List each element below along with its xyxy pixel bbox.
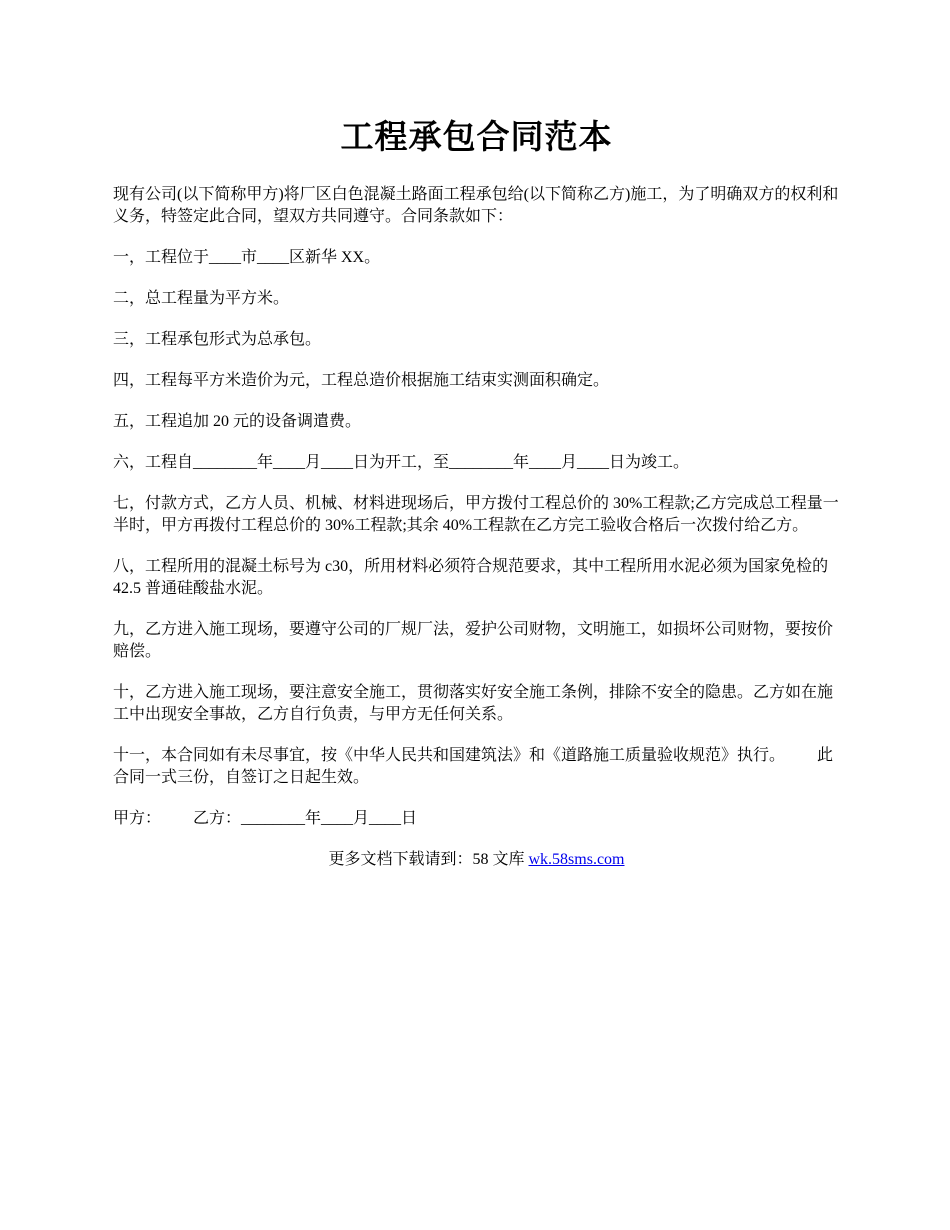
clause-1: 一，工程位于____市____区新华 XX。	[113, 249, 381, 266]
clause-4: 四，工程每平方米造价为元，工程总造价根据施工结束实测面积确定。	[113, 372, 610, 389]
footer-text: 更多文档下载请到：58 文库	[328, 851, 529, 868]
document-title: 工程承包合同范本	[340, 117, 613, 156]
signature-line: 甲方： 乙方：________年____月____日	[113, 810, 418, 827]
clause-2: 二，总工程量为平方米。	[113, 290, 290, 307]
clause-11: 十一，本合同如有未尽事宜，按《中华人民共和国建筑法》和《道路施工质量验收规范》执行。 此合同一式三份，自签订之日起生效。	[113, 747, 834, 786]
paragraph-intro: 现有公司(以下简称甲方)将厂区白色混凝土路面工程承包给(以下简称乙方)施工，为了明确双方的权利和义务，特签定此合同，望双方共同遵守。合同条款如下：	[113, 186, 839, 225]
clause-7: 七，付款方式，乙方人员、机械、材料进现场后，甲方拨付工程总价的 30%工程款;乙方完成总工程量一半时，甲方再拨付工程总价的 30%工程款;其余 40%工程款在乙方完工验收合格后一次拨付给乙方。	[113, 495, 839, 534]
clause-6: 六，工程自________年____月____日为开工，至________年____月____日为竣工。	[113, 454, 690, 471]
clause-5: 五，工程追加 20 元的设备调遣费。	[113, 413, 362, 430]
clause-10: 十，乙方进入施工现场，要注意安全施工，贯彻落实好安全施工条例，排除不安全的隐患。乙方如在施工中出现安全事故，乙方自行负责，与甲方无任何关系。	[113, 684, 834, 723]
footer-link[interactable]: wk.58sms.com	[528, 851, 625, 868]
clause-3: 三，工程承包形式为总承包。	[113, 331, 322, 348]
clause-8: 八，工程所用的混凝土标号为 c30，所用材料必须符合规范要求，其中工程所用水泥必须为国家免检的 42.5 普通硅酸盐水泥。	[113, 558, 833, 597]
clause-9: 九，乙方进入施工现场，要遵守公司的厂规厂法，爱护公司财物，文明施工，如损坏公司财物，要按价赔偿。	[113, 621, 834, 660]
footer	[113, 849, 840, 871]
